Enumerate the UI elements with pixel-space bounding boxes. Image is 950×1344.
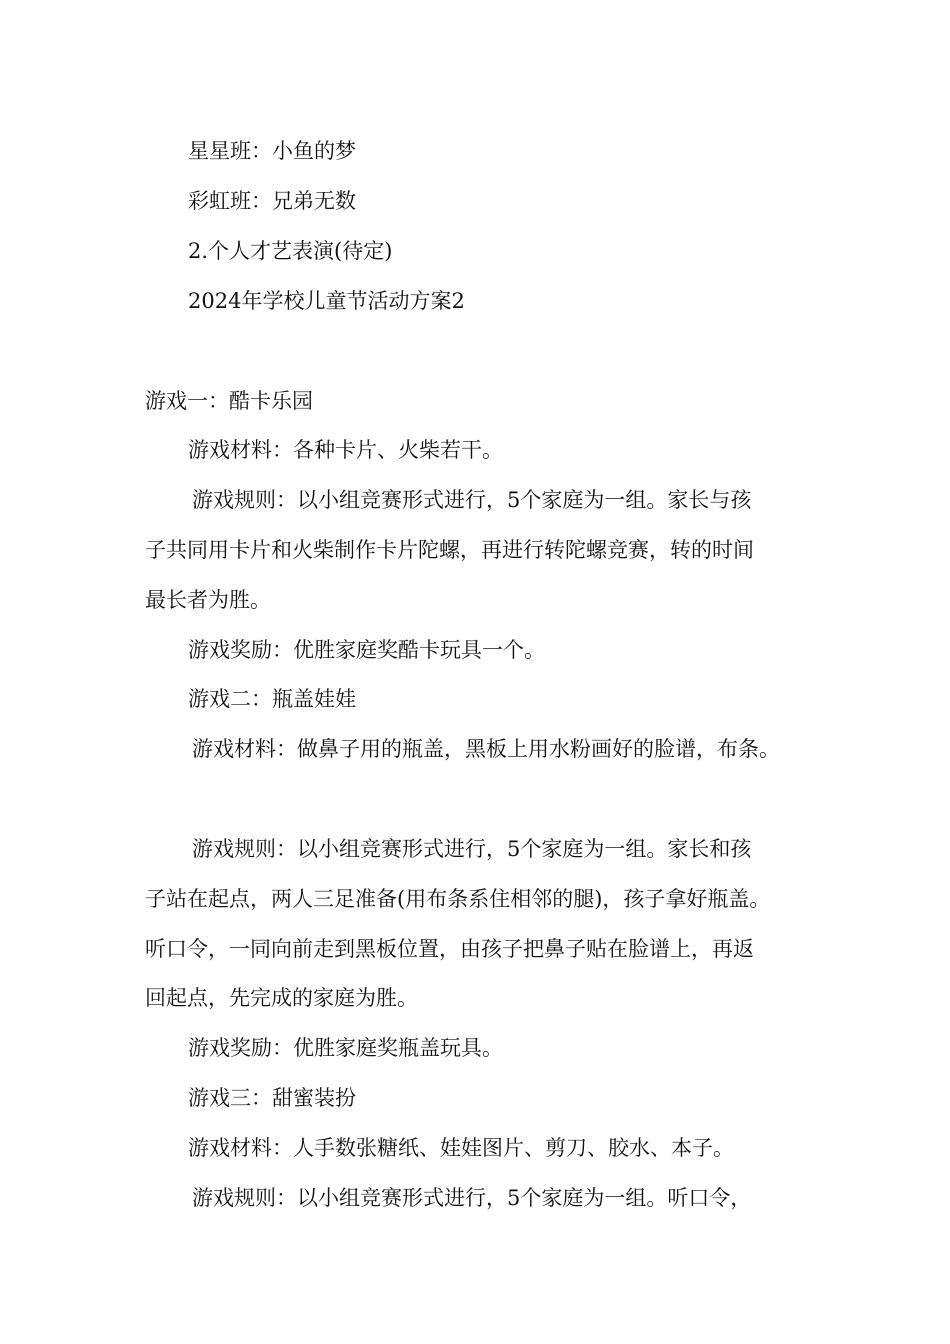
paragraph-line: 游戏规则：以小组竞赛形式进行，5个家庭为一组。家长与孩 (192, 488, 752, 512)
paragraph-line: 子站在起点，两人三足准备(用布条系住相邻的腿)，孩子拿好瓶盖。 (145, 887, 771, 911)
paragraph-line: 听口令，一同向前走到黑板位置，由孩子把鼻子贴在脸谱上，再返 (145, 937, 754, 961)
game-heading: 游戏三：甜蜜装扮 (188, 1086, 356, 1110)
game-heading: 游戏一：酷卡乐园 (145, 389, 313, 413)
paragraph-line: 游戏规则：以小组竞赛形式进行，5个家庭为一组。听口令， (192, 1186, 752, 1210)
section-title: 2024年学校儿童节活动方案2 (188, 289, 465, 313)
paragraph-line: 游戏材料：做鼻子用的瓶盖，黑板上用水粉画好的脸谱，布条。 (192, 737, 780, 761)
paragraph-line: 最长者为胜。 (145, 588, 271, 612)
class-program-line: 星星班：小鱼的梦 (188, 139, 356, 163)
class-program-line: 彩虹班：兄弟无数 (188, 189, 356, 213)
program-item-line: 2.个人才艺表演(待定) (188, 239, 393, 263)
game-heading: 游戏二：瓶盖娃娃 (188, 687, 356, 711)
paragraph-line: 游戏奖励：优胜家庭奖酷卡玩具一个。 (188, 638, 545, 662)
paragraph-line: 子共同用卡片和火柴制作卡片陀螺，再进行转陀螺竞赛，转的时间 (145, 538, 754, 562)
paragraph-line: 游戏规则：以小组竞赛形式进行，5个家庭为一组。家长和孩 (192, 837, 752, 861)
paragraph-line: 回起点，先完成的家庭为胜。 (145, 986, 418, 1010)
paragraph-line: 游戏材料：人手数张糖纸、娃娃图片、剪刀、胶水、本子。 (188, 1136, 734, 1160)
paragraph-line: 游戏奖励：优胜家庭奖瓶盖玩具。 (188, 1036, 503, 1060)
paragraph-line: 游戏材料：各种卡片、火柴若干。 (188, 438, 503, 462)
